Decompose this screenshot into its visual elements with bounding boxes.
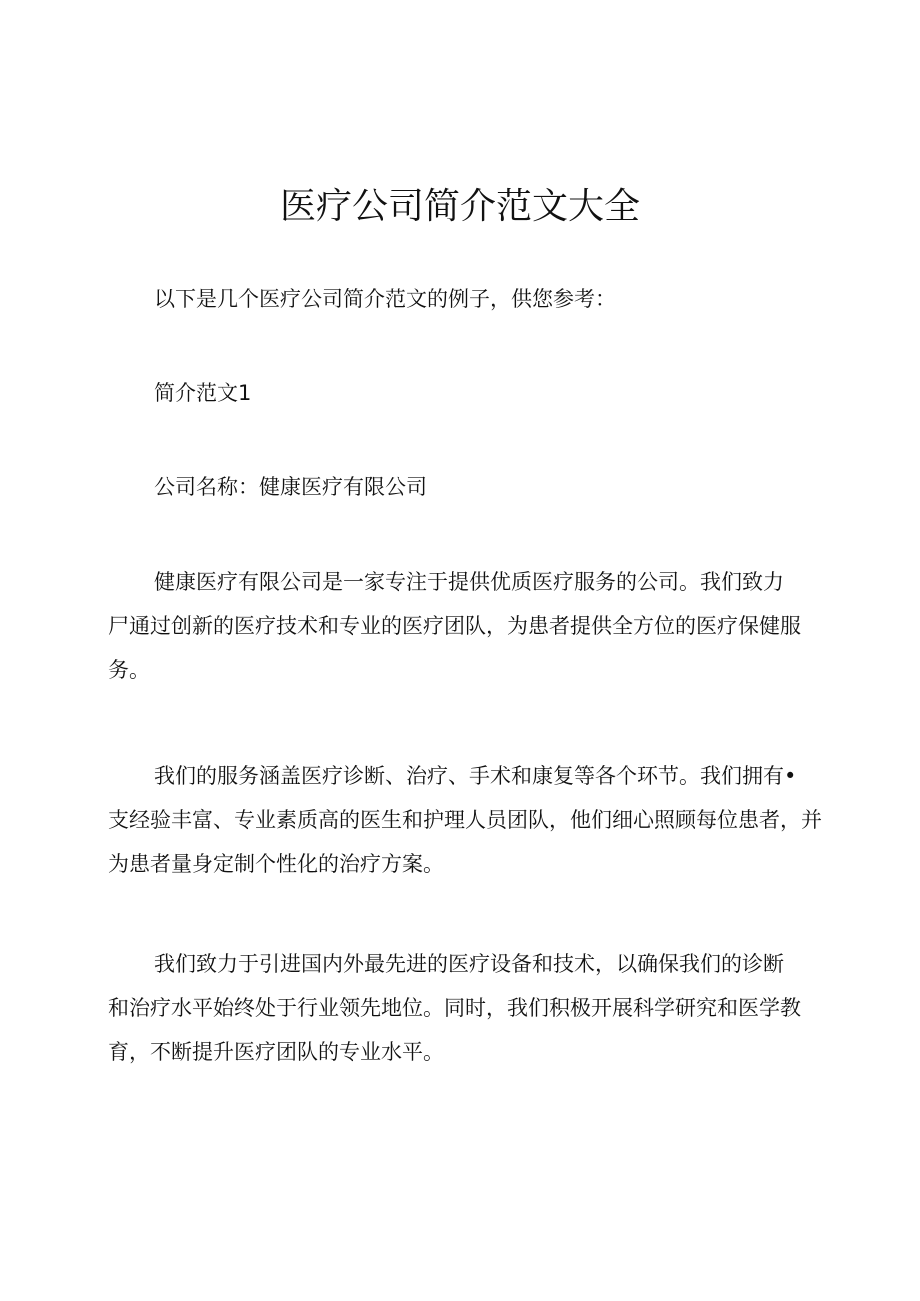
section-heading: 简介范文1	[154, 381, 252, 405]
paragraph-line: 我们的服务涵盖医疗诊断、治疗、手术和康复等各个环节。我们拥有•	[154, 764, 797, 788]
paragraph-line: 和治疗水平始终处于行业领先地位。同时，我们积极开展科学研究和医学教	[108, 996, 801, 1020]
paragraph-line: 尸通过创新的医疗技术和专业的医疗团队，为患者提供全方位的医疗保健服	[108, 614, 801, 638]
page-title: 医疗公司简介范文大全	[279, 186, 640, 227]
paragraph-line: 我们致力于引进国内外最先进的医疗设备和技术，以确保我们的诊断	[154, 952, 784, 976]
paragraph-1	[108, 560, 820, 692]
paragraph-2	[108, 754, 820, 886]
paragraph-line: 务。	[108, 658, 150, 682]
paragraph-3	[108, 942, 820, 1074]
paragraph-line: 支经验丰富、专业素质高的医生和护理人员团队，他们细心照顾每位患者，并	[108, 808, 822, 832]
intro-text: 以下是几个医疗公司简介范文的例子，供您参考：	[154, 287, 616, 311]
paragraph-line: 育，不断提升医疗团队的专业水平。	[108, 1040, 444, 1064]
paragraph-line: 健康医疗有限公司是一家专注于提供优质医疗服务的公司。我们致力	[154, 570, 784, 594]
paragraph-line: 为患者量身定制个性化的治疗方案。	[108, 852, 444, 876]
company-name-line: 公司名称：健康医疗有限公司	[154, 475, 427, 499]
